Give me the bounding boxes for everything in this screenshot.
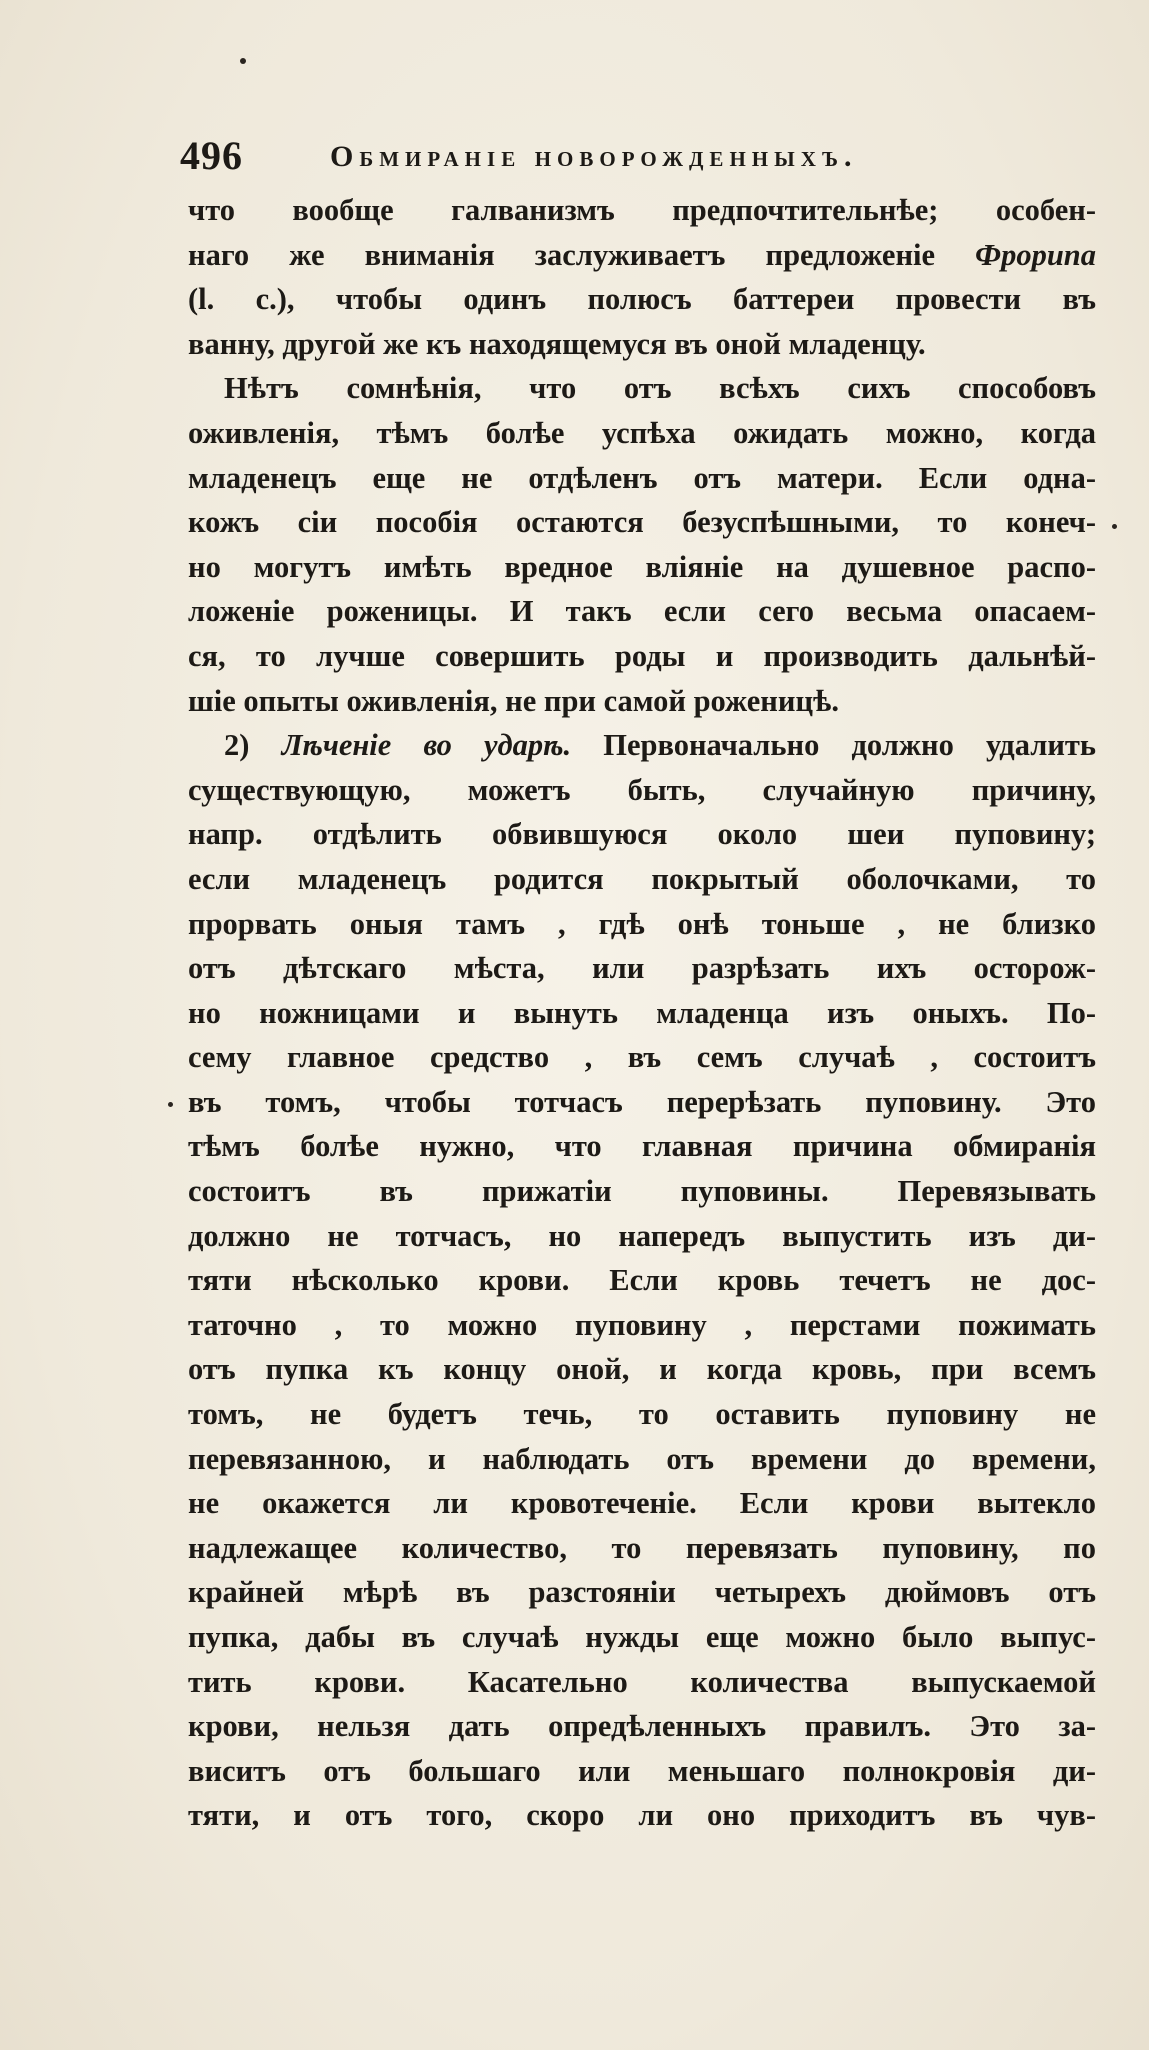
text-line: крайней мѣрѣ въ разстоянiи четырехъ дюймовъ отъ <box>188 1575 1096 1610</box>
text-line: ложенiе роженицы. И такъ если сего весьма опасаем- <box>188 594 1096 629</box>
text-line: но ножницами и вынуть младенца изъ оныхъ. По- <box>188 995 1096 1030</box>
ink-speck <box>240 58 246 64</box>
running-title: Обмиранiе новорожденныхъ. <box>330 140 858 173</box>
text-line: тяти нѣсколько крови. Если кровь течетъ не дос- <box>188 1263 1096 1298</box>
text-line: тяти, и отъ того, скоро ли оно приходитъ въ чув- <box>188 1798 1096 1833</box>
text-line: тить крови. Касательно количества выпускаемой <box>188 1664 1096 1699</box>
body-text <box>188 188 1096 1838</box>
text-line: прорвать оныя тамъ , гдѣ онѣ тоньше , не близко <box>188 906 1096 941</box>
text-line <box>188 723 1096 768</box>
text-line: не окажется ли кровотеченiе. Если крови вытекло <box>188 1486 1096 1521</box>
text-line: сему главное средство , въ семъ случаѣ , состоитъ <box>188 1040 1096 1075</box>
text-line: таточно , то можно пуповину , перстами пожимать <box>188 1307 1096 1342</box>
text-line: состоитъ въ прижатiи пуповины. Перевязывать <box>188 1174 1096 1209</box>
text-line <box>188 233 1096 278</box>
page-header <box>180 132 1080 188</box>
text-line: оживленiя, тѣмъ болѣе успѣха ожидать можно, когда <box>188 415 1096 450</box>
text-line: что вообще галванизмъ предпочтительнѣе; особен- <box>188 193 1096 227</box>
paragraph-2 <box>188 366 1096 723</box>
section-heading: Лѣченiе во ударѣ. <box>281 728 572 763</box>
ink-speck <box>168 1102 173 1107</box>
text-line: (l. c.), чтобы одинъ полюсъ баттереи провести въ <box>188 282 1096 317</box>
page-number: 496 <box>180 133 243 178</box>
text-line: шiе опыты оживленiя, не при самой роженицѣ. <box>188 683 839 718</box>
text-line: виситъ отъ большаго или меньшаго полнокровiя ди- <box>188 1753 1096 1788</box>
text-line-part: Первоначально должно удалить <box>571 728 1097 763</box>
text-line: Нѣтъ сомнѣнiя, что отъ всѣхъ сихъ способовъ <box>224 371 1096 406</box>
text-line: существующую, можетъ быть, случайную причину, <box>188 772 1096 807</box>
text-line: если младенецъ родится покрытый оболочками, то <box>188 861 1096 896</box>
text-line: но могутъ имѣть вредное влiянiе на душевное распо- <box>188 549 1096 584</box>
text-line: перевязанною, и наблюдать отъ времени до времени, <box>188 1441 1096 1476</box>
text-line: младенецъ еще не отдѣленъ отъ матери. Если одна- <box>188 460 1096 495</box>
text-line: отъ пупка къ концу оной, и когда кровь, при всемъ <box>188 1352 1096 1387</box>
text-line: въ томъ, чтобы тотчасъ перерѣзать пуповину. Это <box>188 1084 1096 1119</box>
text-line: напр. отдѣлить обвившуюся около шеи пуповину; <box>188 817 1096 852</box>
text-line: крови, нельзя дать опредѣленныхъ правилъ. Это за- <box>188 1709 1096 1744</box>
text-line: отъ дѣтскаго мѣста, или разрѣзать ихъ осторож- <box>188 951 1096 986</box>
text-line: томъ, не будетъ течь, то оставить пуповину не <box>188 1397 1096 1432</box>
paragraph-1 <box>188 188 1096 366</box>
paragraph-3 <box>188 723 1096 1838</box>
text-line: надлежащее количество, то перевязать пуповину, по <box>188 1530 1096 1565</box>
text-line-part: наго же вниманiя заслуживаетъ предложенiе <box>188 237 976 272</box>
italic-name: Фрорипа <box>975 237 1096 272</box>
text-line: ся, то лучше совершить роды и производить дальнѣй- <box>188 638 1096 673</box>
text-line: ванну, другой же къ находящемуся въ оной младенцу. <box>188 326 926 361</box>
text-line: должно не тотчасъ, но напередъ выпустить изъ ди- <box>188 1218 1096 1253</box>
section-number: 2) <box>224 728 250 763</box>
text-line: тѣмъ болѣе нужно, что главная причина обмиранiя <box>188 1129 1096 1164</box>
ink-speck <box>1112 524 1117 529</box>
text-line: кожъ сiи пособiя остаются безуспѣшными, то конеч- <box>188 505 1096 540</box>
text-line: пупка, дабы въ случаѣ нужды еще можно было выпус- <box>188 1620 1096 1654</box>
